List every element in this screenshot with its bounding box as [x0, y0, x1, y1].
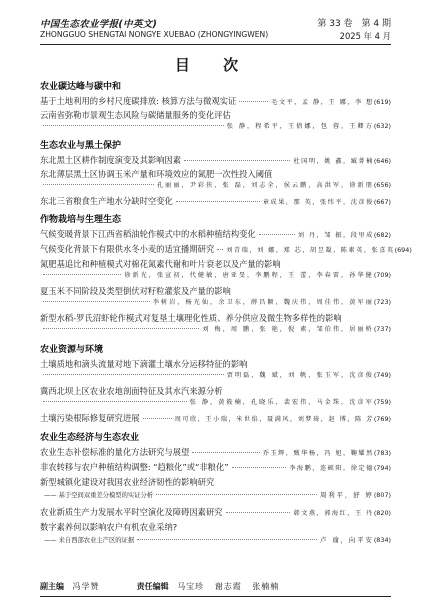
entry-page: (646): [373, 157, 391, 165]
entry-authors: 李海鹏，连硕阳，徐定德: [289, 465, 374, 472]
toc-entry[interactable]: [40, 506, 391, 518]
entry-title[interactable]: 新型水稻-罗氏沼虾轮作模式对复垦土壤理化性质、养分供应及微生物多样性的影响: [40, 313, 342, 323]
toc-entry[interactable]: [40, 228, 391, 240]
entry-authors: 徐新光，张宣初，代健敏，唐亚旻，李鹏程，王 蕾，李春雷，孙华健: [124, 272, 374, 279]
entry-authors: 毛文平，孟 静，王 娜，李 想: [271, 99, 374, 106]
entry-title[interactable]: 夏玉米不同阶段及类型倒伏对籽粒灌浆及产量的影响: [40, 286, 231, 296]
leader-dots: [226, 512, 291, 513]
entry-authors: 李树岩，杨光仙，余卫东，薛昌颖，魏庆伟，周佳伟，黄军丽: [152, 299, 374, 306]
toc-entry[interactable]: [40, 95, 391, 107]
entry-author-line: [40, 370, 391, 379]
entry-page: (656): [373, 181, 391, 189]
entry-page: (769): [373, 415, 391, 423]
entry-author-line: [40, 397, 391, 406]
entry-title[interactable]: 土壤质地和滴头流量对地下滴灌土壤水分运移特征的影响: [40, 359, 248, 369]
toc-entry[interactable]: [40, 412, 391, 424]
leader-dots: [176, 201, 260, 202]
toc-entry[interactable]: [40, 258, 391, 270]
entry-page: (783): [373, 449, 391, 457]
toc-entry[interactable]: [40, 521, 391, 533]
responsible-editor-name: 张楠楠: [252, 582, 280, 591]
entry-authors: 孔丽丽，尹彩侠，张 磊，刘志全，侯云鹏，高洪军，徐新朋: [156, 182, 374, 189]
entry-subtitle-line: [40, 490, 391, 499]
entry-page: (667): [373, 198, 391, 206]
leader-dots: [259, 234, 295, 235]
entry-title[interactable]: 农业生态补偿标准的量化方法研究与展望: [40, 447, 190, 457]
toc-entry[interactable]: [40, 154, 391, 166]
entry-authors: 乔玉辉，甄华杨，冯 旭，鞠耀然: [262, 450, 374, 457]
responsible-editor-name: 谢志霞: [214, 582, 242, 591]
responsible-editors-label: 责任编辑: [136, 582, 169, 591]
entry-title[interactable]: 冀西北坝上区农业农地剖面特征及其水汽来源分析: [40, 386, 223, 396]
section-title: 农业碳达峰与碳中和: [40, 82, 122, 92]
entry-page: (807): [373, 491, 391, 499]
toc-entry[interactable]: [40, 446, 391, 458]
editor-credits: [40, 581, 287, 592]
section-title: 生态农业与黑土保护: [40, 141, 122, 151]
entry-page: (749): [373, 371, 391, 379]
entry-page: (682): [373, 231, 391, 239]
leader-dots: [43, 401, 187, 402]
toc-entry[interactable]: [40, 168, 391, 180]
journal-title-cn: 中国生态农业学报(中英文): [40, 19, 158, 30]
journal-title-en: ZHONGGUO SHENGTAI NONGYE XUEBAO (ZHONGYINGWEN): [40, 30, 269, 39]
entry-page: (759): [373, 398, 391, 406]
entry-page: (794): [373, 464, 391, 472]
entry-authors: 杜国明，姚 鑫，臧菁楠: [293, 158, 374, 165]
entry-title[interactable]: 土壤污染根际修复研究进展: [40, 413, 140, 423]
entry-title[interactable]: 云南省弥勒市景观生态风险与碳储量服务的变化评估: [40, 110, 231, 120]
footer-rule: [40, 596, 391, 597]
entry-authors: 周利平，舒 婷: [320, 492, 374, 499]
entry-authors: 贾明磊，魏 斌，刘 帆，张玉军，沈彦俊: [226, 372, 374, 379]
entry-subtitle-line: [40, 535, 391, 544]
leader-dots: [43, 184, 154, 185]
entry-subtitle: —— 基于空间双重差分模型的实证分析: [44, 492, 154, 499]
leader-dots: [143, 418, 172, 419]
toc-entry[interactable]: [40, 312, 391, 324]
leader-dots: [232, 467, 287, 468]
entry-title[interactable]: 数字素养何以影响农户有机农业采纳?: [40, 522, 178, 532]
entry-title[interactable]: 东北黑土区耕作制度演变及其影响因素: [40, 155, 182, 165]
entry-title[interactable]: 农业新质生产力发展水平时空演化及障碍因素研究: [40, 507, 223, 517]
leader-dots: [43, 125, 224, 126]
volume-issue: 第 33 卷 第 4 期: [317, 19, 391, 29]
leader-dots: [43, 274, 121, 275]
entry-authors: 刘 丹，邹 振，段里成: [297, 232, 374, 239]
header-rule: [40, 44, 391, 45]
entry-page: (694): [394, 246, 412, 254]
leader-dots: [217, 249, 223, 250]
entry-page: (632): [373, 122, 391, 130]
entry-author-line: [40, 270, 391, 279]
entry-title[interactable]: 气候变化背景下有限供水冬小麦的适宜播期研究: [40, 244, 215, 254]
leader-dots: [192, 452, 259, 453]
entry-page: (834): [373, 536, 391, 544]
entry-page: (820): [373, 509, 391, 517]
entry-page: (619): [373, 98, 391, 106]
entry-author-line: [40, 121, 391, 130]
entry-title[interactable]: 新型城镇化建设对我国农业经济韧性的影响研究: [40, 477, 215, 487]
entry-title[interactable]: 东北薄层黑土区协调玉米产量和环境效应的氮肥一次性投入阈值: [40, 169, 273, 179]
section-title: 农业生态经济与生态农业: [40, 433, 140, 443]
entry-page: (723): [373, 298, 391, 306]
toc-entry[interactable]: [40, 285, 391, 297]
leader-dots: [239, 101, 268, 102]
leader-dots: [137, 539, 317, 540]
entry-title[interactable]: 非农转移与农户种植结构调整: “趋粮化”或“非粮化”: [40, 462, 229, 472]
entry-author-line: [40, 324, 391, 333]
entry-page: (737): [373, 325, 391, 333]
toc-entry[interactable]: [40, 358, 391, 370]
leader-dots: [43, 374, 224, 375]
entry-authors: 刘 梅，周 鹏，张 艳，倪 素，邹伯伟，居丽桥: [202, 326, 374, 333]
leader-dots: [156, 494, 317, 495]
entry-author-line: [40, 180, 391, 189]
leader-dots: [184, 160, 290, 161]
deputy-editor-name: 冯学赞: [72, 582, 100, 591]
responsible-editor-name: 马宝珍: [177, 582, 205, 591]
entry-title[interactable]: 气候变暖背景下江西省稻油轮作模式中的水稻种植结构变化: [40, 229, 256, 239]
toc-entry[interactable]: [40, 476, 391, 488]
entry-authors: 章成果，那 英，张纬平，沈彦俊: [262, 199, 374, 206]
toc-entry[interactable]: [40, 109, 391, 121]
toc-entry[interactable]: [40, 461, 391, 473]
entry-author-line: [40, 297, 391, 306]
entry-authors: 韩文燕，郭海红，王 丹: [293, 510, 374, 517]
entry-subtitle: —— 来自西部农业主产区的证据: [44, 537, 135, 544]
entry-title[interactable]: 氮肥基追比和种植模式对棉花氮素代谢和叶片衰老以及产量的影响: [40, 259, 281, 269]
entry-title[interactable]: 基于土地利用的乡村尺度碳排放: 核算方法与微观实证: [40, 96, 237, 106]
entry-authors: 周可欣，王小瑞，米世焰，聂满风，刘梦琦，赵 博，陈 芳: [174, 416, 374, 423]
entry-title[interactable]: 东北三省粮食生产地水分缺时空变化: [40, 196, 173, 206]
entry-page: (709): [373, 271, 391, 279]
toc-entry[interactable]: [40, 195, 391, 207]
toc-entry[interactable]: [40, 243, 412, 255]
entry-authors: 张 静，程希平，王倩娜，包 蓉，王卿方: [226, 123, 374, 130]
entry-authors: 张 静，黄筱楠，孔晓乐，裴宏伟，马金珠，沈彦军: [189, 399, 374, 406]
entry-authors: 卢 瑜，向平安: [320, 537, 374, 544]
issue-date: 2025 年 4 月: [339, 31, 391, 41]
section-title: 农业资源与环境: [40, 345, 104, 355]
page-title: 目 次: [174, 56, 253, 74]
entry-authors: 刘青瑞，刘 娜，郑 芯，胡昱凝，陈素英，张喜英: [226, 247, 395, 254]
leader-dots: [43, 301, 150, 302]
leader-dots: [43, 328, 199, 329]
toc-entry[interactable]: [40, 385, 391, 397]
deputy-editor-label: 副主编: [40, 582, 64, 591]
section-title: 作物栽培与生理生态: [40, 215, 122, 225]
